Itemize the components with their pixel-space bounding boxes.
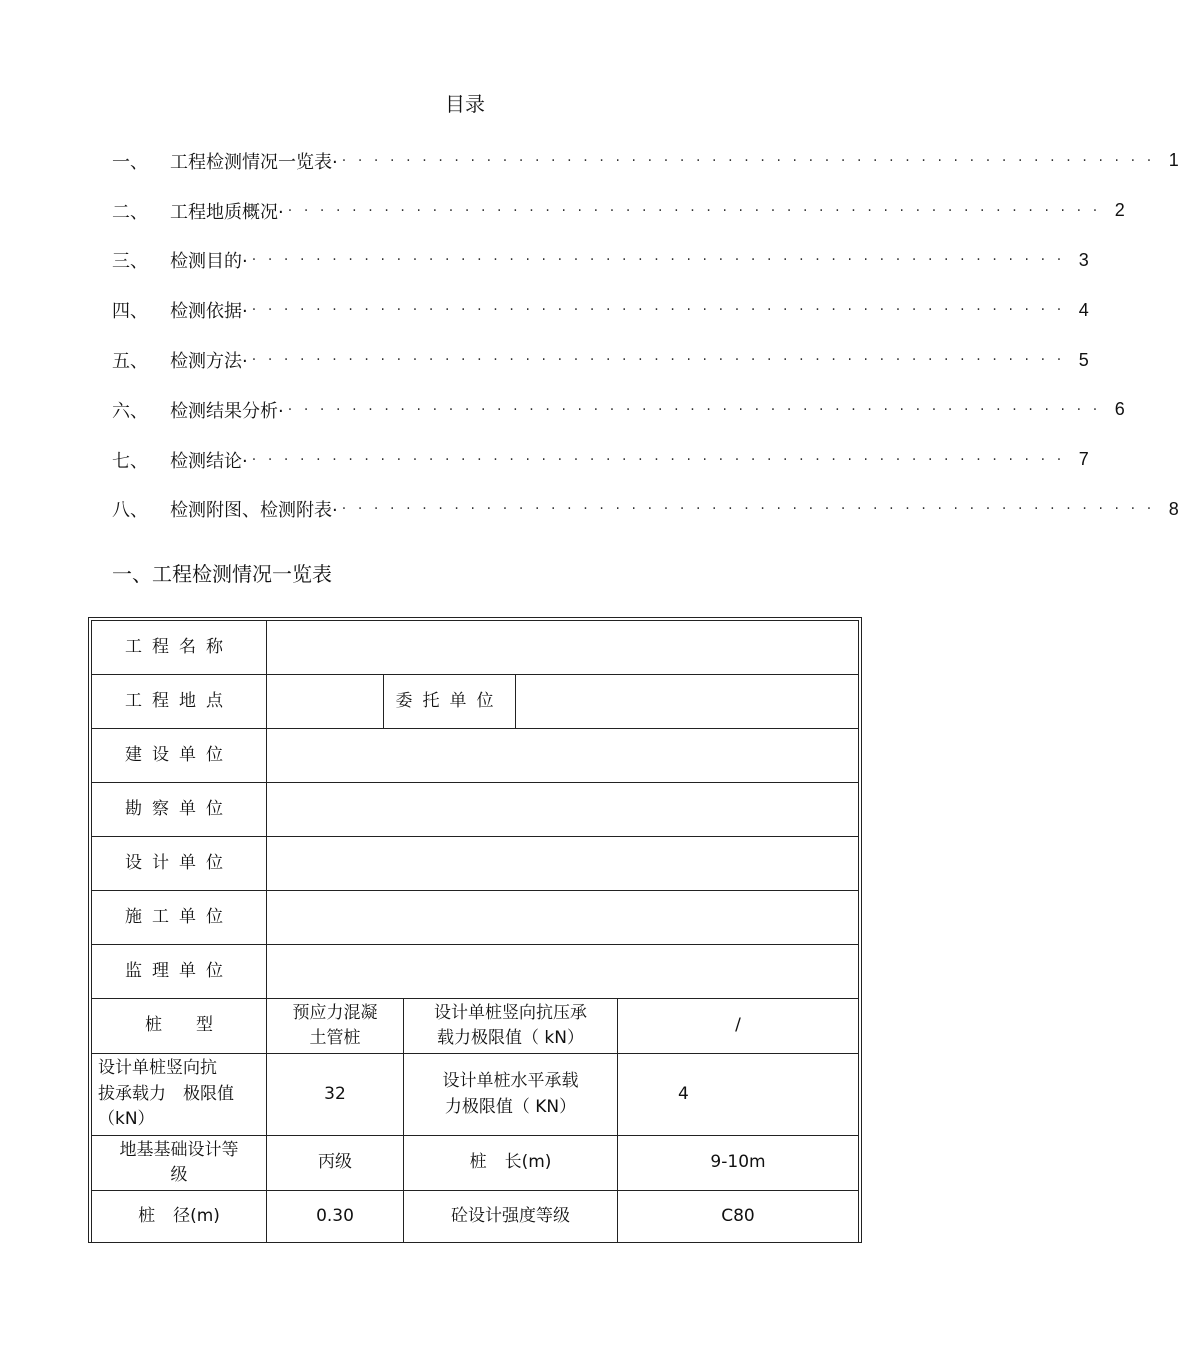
foundation-grade-value: 丙级	[267, 1136, 404, 1191]
toc-item-label: 检测方法·	[170, 351, 248, 373]
pile-type-value-line1: 预应力混凝	[292, 1002, 378, 1023]
table-row	[92, 675, 859, 729]
toc-leader-dots: · · · · · · · · · · · · · · · · · · · · · · · · · · · · · · · · · · · · · · · · · · · · · · · · · · ·	[251, 252, 1065, 269]
toc-leader-dots: · · · · · · · · · · · · · · · · · · · · · · · · · · · · · · · · · · · · · · · · · · · · · · · · · · ·	[341, 501, 1155, 518]
toc-item-label: 检测目的·	[170, 251, 248, 273]
table-row	[92, 945, 859, 999]
table-row	[92, 729, 859, 783]
horizontal-label-line2: 力极限值（ KN）	[444, 1096, 577, 1117]
table-row	[92, 837, 859, 891]
client-label: 委托单位	[384, 675, 516, 729]
toc-item-number: 八、	[112, 500, 148, 522]
uplift-label-line2: 拔承载力 极限值	[98, 1083, 234, 1104]
table-row	[92, 1136, 859, 1191]
toc-item-label: 检测结果分析·	[170, 400, 284, 422]
pile-diameter-label-a: 桩	[138, 1205, 156, 1226]
foundation-grade-line1: 地基基础设计等	[119, 1139, 239, 1160]
uplift-capacity-label	[92, 1054, 267, 1136]
toc-leader-dots: · · · · · · · · · · · · · · · · · · · · · · · · · · · · · · · · · · · · · · · · · · · · · · · · · · ·	[287, 401, 1101, 418]
toc-item-number: 七、	[112, 450, 148, 472]
horizontal-label-line1: 设计单桩水平承载	[442, 1071, 579, 1091]
horizontal-capacity-label	[404, 1054, 618, 1136]
project-name-value[interactable]	[267, 621, 859, 675]
compress-capacity-label	[404, 999, 618, 1054]
supervision-label: 监理单位	[92, 945, 267, 999]
foundation-grade-line2: 级	[170, 1165, 188, 1185]
toc-item[interactable]	[112, 335, 1089, 385]
compress-label-line2: 载力极限值（ kN）	[437, 1028, 584, 1048]
survey-value[interactable]	[267, 783, 859, 837]
toc-leader-dots: · · · · · · · · · · · · · · · · · · · · · · · · · · · · · · · · · · · · · · · · · · · · · · · · · · ·	[287, 202, 1101, 219]
toc-leader-dots: · · · · · · · · · · · · · · · · · · · · · · · · · · · · · · · · · · · · · · · · · · · · · · · · · · ·	[341, 152, 1155, 169]
pile-length-value: 9-10m	[618, 1136, 859, 1191]
toc-item-number: 五、	[112, 351, 148, 373]
pile-diameter-label-b: 径(m)	[173, 1205, 220, 1226]
pile-length-label	[404, 1136, 618, 1191]
table-row	[92, 891, 859, 945]
project-info-table	[88, 617, 862, 1243]
table-row	[92, 1054, 859, 1136]
toc-item[interactable]	[112, 236, 1089, 286]
compress-capacity-value: /	[618, 999, 859, 1054]
toc-item-number: 三、	[112, 251, 148, 273]
toc-item-page: 7	[1078, 449, 1089, 470]
uplift-capacity-value: 32	[267, 1054, 404, 1136]
pile-type-value	[267, 999, 404, 1054]
toc-item[interactable]	[112, 385, 1125, 435]
toc-item-page: 4	[1078, 299, 1089, 320]
pile-type-label-b: 型	[196, 1015, 213, 1036]
design-label: 设计单位	[92, 837, 267, 891]
toc-item-label: 工程检测情况一览表·	[170, 151, 338, 173]
builder-value[interactable]	[267, 729, 859, 783]
pile-type-label	[92, 999, 267, 1054]
foundation-grade-label	[92, 1136, 267, 1191]
table-of-contents	[112, 136, 1179, 534]
toc-item-number: 一、	[112, 151, 148, 173]
builder-label: 建设单位	[92, 729, 267, 783]
pile-type-value-line2: 土管桩	[309, 1028, 361, 1048]
table-row	[92, 999, 859, 1054]
toc-item-page: 3	[1078, 249, 1089, 270]
table-row	[92, 621, 859, 675]
toc-item[interactable]	[112, 435, 1089, 485]
pile-type-label-a: 桩	[145, 1015, 162, 1036]
toc-title: 目录	[445, 92, 485, 116]
compress-label-line1: 设计单桩竖向抗压承	[434, 1002, 587, 1023]
toc-item-number: 二、	[112, 201, 148, 223]
project-location-value[interactable]	[267, 675, 384, 729]
toc-item-label: 工程地质概况·	[170, 201, 284, 223]
horizontal-capacity-value: 4	[618, 1054, 859, 1136]
toc-item[interactable]	[112, 485, 1179, 535]
toc-item[interactable]	[112, 186, 1125, 236]
toc-leader-dots: · · · · · · · · · · · · · · · · · · · · · · · · · · · · · · · · · · · · · · · · · · · · · · · · · · ·	[251, 352, 1065, 369]
toc-item-page: 6	[1114, 399, 1125, 420]
pile-diameter-label	[92, 1191, 267, 1243]
toc-item-page: 5	[1078, 349, 1089, 370]
toc-item-label: 检测结论·	[170, 450, 248, 472]
toc-item[interactable]	[112, 285, 1089, 335]
toc-leader-dots: · · · · · · · · · · · · · · · · · · · · · · · · · · · · · · · · · · · · · · · · · · · · · · · · · · ·	[251, 302, 1065, 319]
toc-item-page: 1	[1168, 150, 1179, 171]
table-row	[92, 783, 859, 837]
project-name-label: 工程名称	[92, 621, 267, 675]
pile-diameter-value: 0.30	[267, 1191, 404, 1243]
toc-item-label: 检测依据·	[170, 301, 248, 323]
design-value[interactable]	[267, 837, 859, 891]
concrete-grade-label: 砼设计强度等级	[404, 1191, 618, 1243]
toc-item-number: 四、	[112, 301, 148, 323]
toc-leader-dots: · · · · · · · · · · · · · · · · · · · · · · · · · · · · · · · · · · · · · · · · · · · · · · · · · · ·	[251, 451, 1065, 468]
client-value[interactable]	[516, 675, 859, 729]
pile-length-label-a: 桩	[469, 1152, 487, 1173]
construction-value[interactable]	[267, 891, 859, 945]
section-heading: 一、工程检测情况一览表	[112, 562, 332, 586]
toc-item-page: 8	[1168, 498, 1179, 519]
project-location-label: 工程地点	[92, 675, 267, 729]
uplift-label-line1: 设计单桩竖向抗	[98, 1058, 217, 1079]
pile-length-label-b: 长(m)	[504, 1152, 552, 1173]
construction-label: 施工单位	[92, 891, 267, 945]
supervision-value[interactable]	[267, 945, 859, 999]
toc-item-page: 2	[1114, 200, 1125, 221]
toc-item[interactable]	[112, 136, 1179, 186]
uplift-label-line3: （kN）	[98, 1109, 155, 1130]
toc-item-number: 六、	[112, 400, 148, 422]
toc-item-label: 检测附图、检测附表·	[170, 500, 338, 522]
survey-label: 勘察单位	[92, 783, 267, 837]
table-row	[92, 1191, 859, 1243]
concrete-grade-value: C80	[618, 1191, 859, 1243]
